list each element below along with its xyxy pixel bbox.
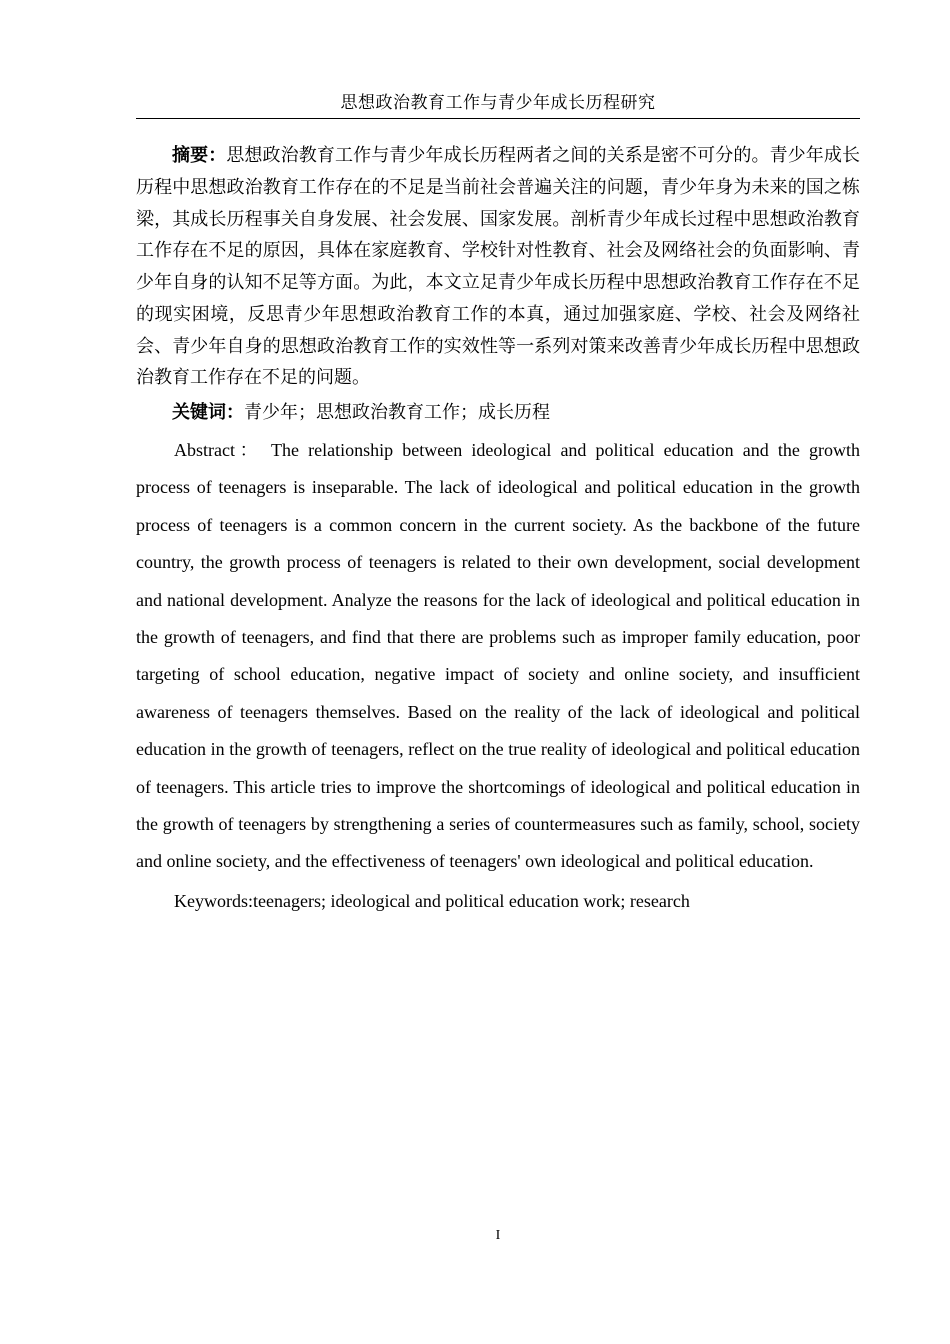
abstract-english (136, 432, 860, 881)
keywords-english-label: Keywords: (174, 890, 253, 911)
abstract-chinese (136, 140, 860, 394)
abstract-english-text: The relationship between ideological and political education and the growth process of teenagers is inseparable. The lack of ideological and political education in the growth process of teenagers is a common concern in the current society. As the backbone of the future country, the growth process of teenagers is related to their own development, social development and national development. Analyze the reasons for the lack of ideological and political education in the growth of teenagers, and find that there are problems such as improper family education, poor targeting of school education, negative impact of society and online society, and insufficient awareness of teenagers themselves. Based on the reality of the lack of ideological and political education in the growth of teenagers, reflect on the true reality of ideological and political education of teenagers. This article tries to improve the shortcomings of ideological and political education in the growth of teenagers by strengthening a series of countermeasures such as family, school, society and online society, and the effectiveness of teenagers' own ideological and political education. (136, 440, 860, 872)
abstract-english-label: Abstract： (174, 440, 263, 460)
page-number: I (495, 1228, 501, 1243)
keywords-chinese-text: 青少年；思想政治教育工作；成长历程 (244, 402, 550, 423)
abstract-chinese-label: 摘要： (172, 145, 227, 166)
page-content (136, 140, 860, 920)
abstract-chinese-text: 思想政治教育工作与青少年成长历程两者之间的关系是密不可分的。青少年成长历程中思想政治教育工作存在的不足是当前社会普遍关注的问题，青少年身为未来的国之栋梁，其成长历程事关自身发展、社会发展、国家发展。剖析青少年成长过程中思想政治教育工作存在不足的原因，具体在家庭教育、学校针对性教育、社会及网络社会的负面影响、青少年自身的认知不足等方面。为此，本文立足青少年成长历程中思想政治教育工作存在不足的现实困境，反思青少年思想政治教育工作的本真，通过加强家庭、学校、社会及网络社会、青少年自身的思想政治教育工作的实效性等一系列对策来改善青少年成长历程中思想政治教育工作存在不足的问题。 (136, 145, 861, 389)
keywords-chinese-label: 关键词： (172, 402, 244, 423)
running-header-title: 思想政治教育工作与青少年成长历程研究 (340, 93, 656, 113)
running-header (136, 92, 860, 119)
keywords-chinese (136, 397, 860, 428)
keywords-english (136, 883, 860, 920)
keywords-english-text: teenagers; ideological and political education work; research (253, 890, 690, 911)
